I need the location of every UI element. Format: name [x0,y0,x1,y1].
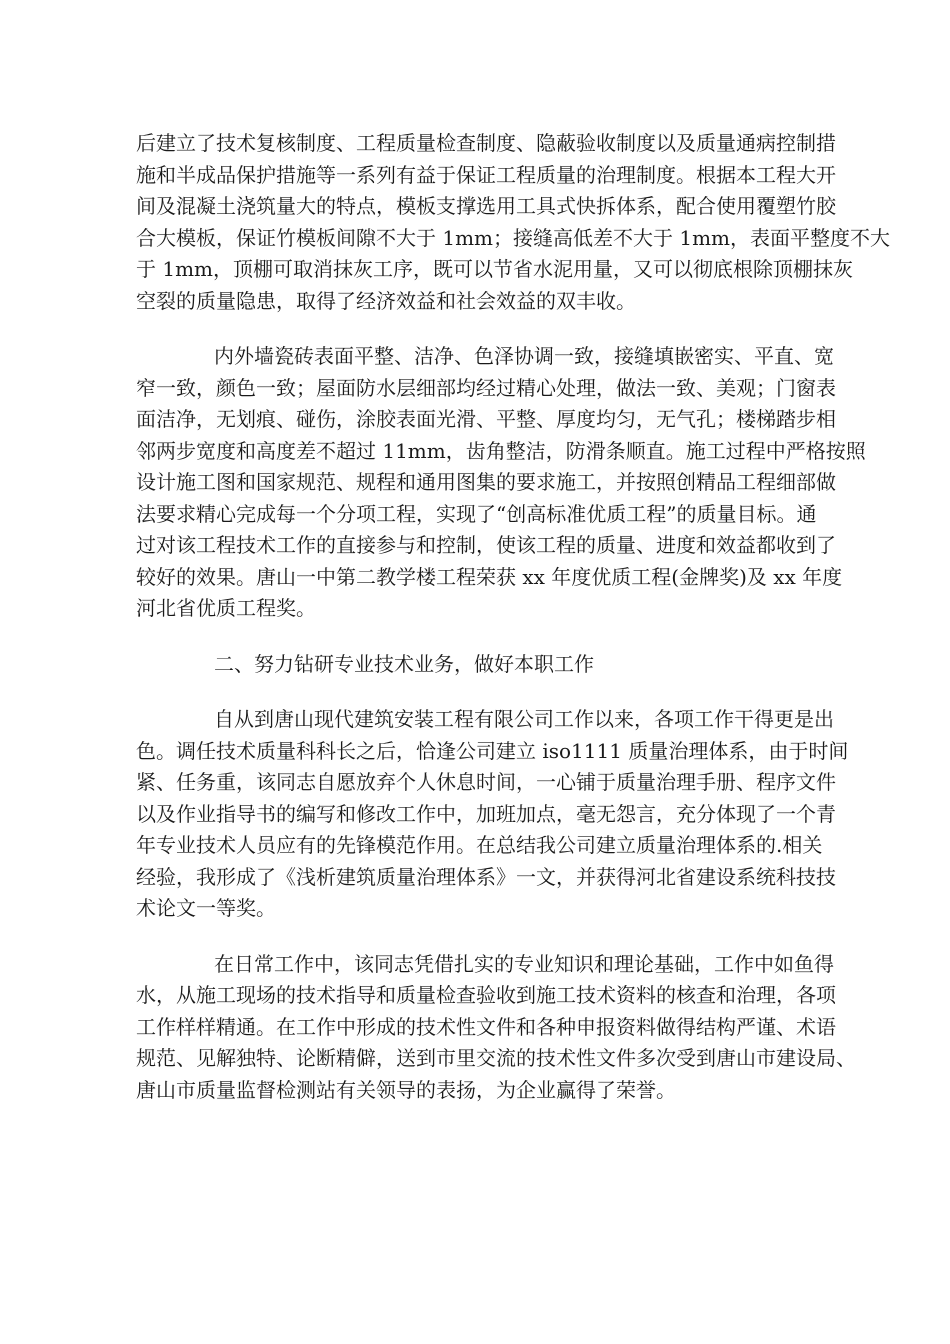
text-line: 较好的效果。唐山一中第二教学楼工程荣获 xx 年度优质工程(金牌奖)及 xx 年度 [136,564,843,589]
text-line: 过对该工程技术工作的直接参与和控制，使该工程的质量、进度和效益都收到了 [136,533,836,557]
text-line: 工作样样精通。在工作中形成的技术性文件和各种申报资料做得结构严谨、术语 [136,1014,836,1039]
text-line: 法要求精心完成每一个分项工程，实现了“创高标准优质工程”的质量目标。通 [136,501,817,526]
text-line: 于 1mm，顶棚可取消抹灰工序，既可以节省水泥用量，又可以彻底根除顶棚抹灰 [136,257,854,281]
text-line: 自从到唐山现代建筑安装工程有限公司工作以来，各项工作干得更是出 [214,707,834,731]
document-page [136,128,891,1106]
paragraph-tile-finish [136,341,866,625]
text-line: 窄一致，颜色一致；屋面防水层细部均经过精心处理，做法一致、美观；门窗表 [136,375,836,400]
text-line: 空裂的质量隐患，取得了经济效益和社会效益的双丰收。 [136,288,636,313]
text-line: 术论文一等奖。 [136,896,276,920]
text-line: 紧、任务重，该同志自愿放弃个人休息时间，一心铺于质量治理手册、程序文件 [136,770,836,794]
paragraph-gap [136,925,824,949]
heading-text: 二、努力钻研专业技术业务，做好本职工作 [214,651,594,676]
text-line: 邻两步宽度和高度差不超过 11mm，齿角整洁，防滑条顺直。施工过程中严格按照 [136,438,866,463]
text-line: 设计施工图和国家规范、规程和通用图集的要求施工，并按照创精品工程细部做 [136,470,836,494]
text-line: 经验，我形成了《浅析建筑质量治理体系》一文，并获得河北省建设系统科技技 [136,864,836,889]
text-line: 在日常工作中，该同志凭借扎实的专业知识和理论基础，工作中如鱼得 [214,951,834,976]
paragraph-gap [136,680,824,704]
text-line: 施和半成品保护措施等一系列有益于保证工程质量的治理制度。根据本工程大开 [136,162,836,187]
text-line: 河北省优质工程奖。 [136,596,316,620]
text-line: 唐山市质量监督检测站有关领导的表扬，为企业赢得了荣誉。 [136,1077,676,1102]
text-line: 规范、见解独特、论断精僻，送到市里交流的技术性文件多次受到唐山市建设局、 [136,1046,856,1070]
text-line: 后建立了技术复核制度、工程质量检查制度、隐蔽验收制度以及质量通病控制措 [136,131,836,155]
paragraph-daily-work [136,949,856,1107]
paragraph-quality-system [136,128,891,317]
text-line: 面洁净，无划痕、碰伤，涂胶表面光滑、平整、厚度均匀，无气孔；楼梯踏步相 [136,407,836,431]
text-line: 以及作业指导书的编写和修改工作中，加班加点，毫无怨言，充分体现了一个青 [136,801,836,826]
section-heading [136,649,824,681]
text-line: 间及混凝土浇筑量大的特点，模板支撑选用工具式快拆体系，配合使用覆塑竹胶 [136,194,836,218]
paragraph-gap [136,625,824,649]
paragraph-gap [136,317,824,341]
text-line: 色。调任技术质量科科长之后，恰逢公司建立 iso1111 质量治理体系，由于时间 [136,738,849,763]
paragraph-quality-management [136,704,849,925]
text-line: 合大模板，保证竹模板间隙不大于 1mm；接缝高低差不大于 1mm，表面平整度不大 [136,225,891,250]
text-line: 水，从施工现场的技术指导和质量检查验收到施工技术资料的核查和治理，各项 [136,983,836,1007]
text-line: 内外墙瓷砖表面平整、洁净、色泽协调一致，接缝填嵌密实、平直、宽 [214,344,834,368]
text-line: 年专业技术人员应有的先锋模范作用。在总结我公司建立质量治理体系的.相关 [136,833,823,857]
